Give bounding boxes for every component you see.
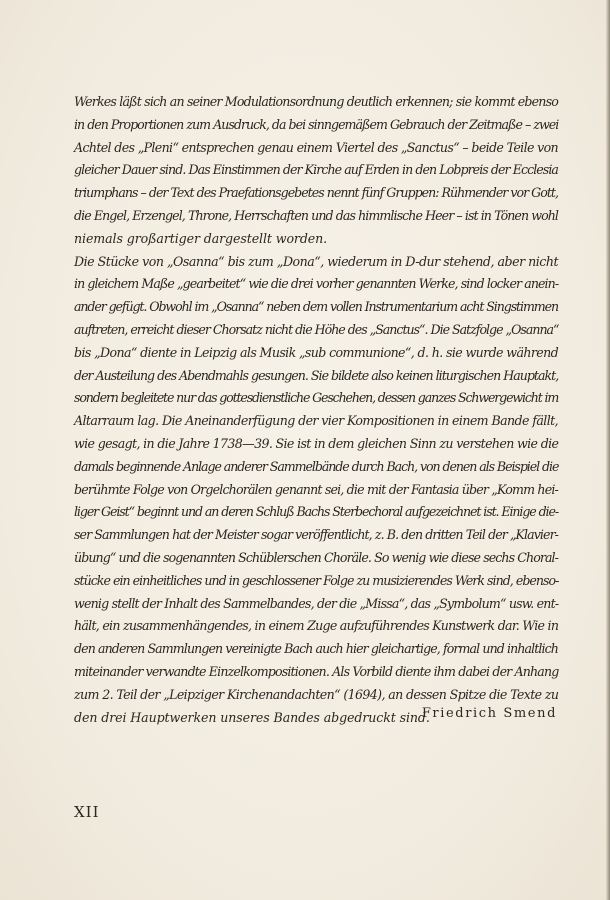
text-line: triumphans – der Text des Praefationsgebetes nennt fünf Gruppen: Rühmender vor Gott, xyxy=(74,185,558,201)
text-line: der Austeilung des Abendmahls gesungen. Sie bildete also keinen liturgischen Hauptakt, xyxy=(74,367,559,383)
text-line: den drei Hauptwerken unseres Bandes abgedruckt sind. xyxy=(74,709,430,725)
page-edge-shadow xyxy=(606,0,610,900)
text-line: die Engel, Erzengel, Throne, Herrschaften und das himmlische Heer – ist in Tönen wohl xyxy=(74,207,559,223)
text-line: ser Sammlungen hat der Meister sogar veröffentlicht, z. B. den dritten Teil der „Klavier- xyxy=(74,527,558,543)
text-line: übung“ und die sogenannten Schüblerschen Choräle. So wenig wie diese sechs Choral- xyxy=(74,549,558,565)
text-line: berühmte Folge von Orgelchorälen genannt sei, die mit der Fantasia über „Komm hei- xyxy=(74,481,558,497)
paragraph-2 xyxy=(74,251,558,730)
author-signature: Friedrich Smend xyxy=(421,706,557,721)
text-line: ander gefügt. Obwohl im „Osanna“ neben dem vollen Instrumentarium acht Singstimmen xyxy=(74,299,558,315)
text-line: bis „Dona“ diente in Leipzig als Musik „sub communione“, d. h. sie wurde während xyxy=(74,344,559,360)
text-line: in gleichem Maße „gearbeitet“ wie die drei vorher genannten Werke, sind locker anein- xyxy=(74,276,559,292)
text-line: wie gesagt, in die Jahre 1738—39. Sie ist in dem gleichen Sinn zu verstehen wie die xyxy=(74,435,559,451)
text-line: Altarraum lag. Die Aneinanderfügung der vier Kompositionen in einem Bande fällt, xyxy=(74,413,558,429)
text-line: in den Proportionen zum Ausdruck, da bei sinngemäßem Gebrauch der Zeitmaße – zwei xyxy=(74,116,559,132)
text-line: wenig stellt der Inhalt des Sammelbandes, der die „Missa“, das „Symbolum“ usw. ent- xyxy=(74,595,559,611)
text-line: hält, ein zusammenhängendes, in einem Zuge aufzuführendes Kunstwerk dar. Wie in xyxy=(74,618,559,634)
text-line: stücke ein einheitliches und in geschlossener Folge zu musizierendes Werk sind, ebenso- xyxy=(74,572,559,588)
paragraph-1 xyxy=(74,91,558,251)
text-line: sondern begleitete nur das gottesdienstliche Geschehen, dessen ganzes Schwergewicht im xyxy=(74,390,559,406)
body-text xyxy=(74,91,558,729)
text-line: zum 2. Teil der „Leipziger Kirchenandachten“ (1694), an dessen Spitze die Texte zu xyxy=(74,686,559,702)
text-line: miteinander verwandte Einzelkompositionen. Als Vorbild diente ihm dabei der Anhang xyxy=(74,663,559,679)
text-line: niemals großartiger dargestellt worden. xyxy=(74,230,328,246)
text-line: Werkes läßt sich an seiner Modulationsordnung deutlich erkennen; sie kommt ebenso xyxy=(74,94,558,109)
text-line: damals beginnende Anlage anderer Sammelbände durch Bach, von denen als Beispiel die xyxy=(74,458,559,474)
text-line: liger Geist“ beginnt und an deren Schluß Bachs Sterbechoral aufgezeichnet ist. Einige die- xyxy=(74,504,558,520)
text-line: gleicher Dauer sind. Das Einstimmen der Kirche auf Erden in den Lobpreis der Ecclesia xyxy=(74,162,558,178)
text-line: auftreten, erreicht dieser Chorsatz nicht die Höhe des „Sanctus“. Die Satzfolge „Osanna“ xyxy=(74,321,559,337)
page-number: XII xyxy=(74,803,100,821)
text-line: Achtel des „Pleni“ entsprechen genau einem Viertel des „Sanctus“ – beide Teile von xyxy=(74,139,558,155)
text-line: den anderen Sammlungen vereinigte Bach auch hier gleichartige, formal und inhaltlich xyxy=(74,641,558,657)
text-line: Die Stücke von „Osanna“ bis zum „Dona“, wiederum in D-dur stehend, aber nicht xyxy=(74,253,559,269)
